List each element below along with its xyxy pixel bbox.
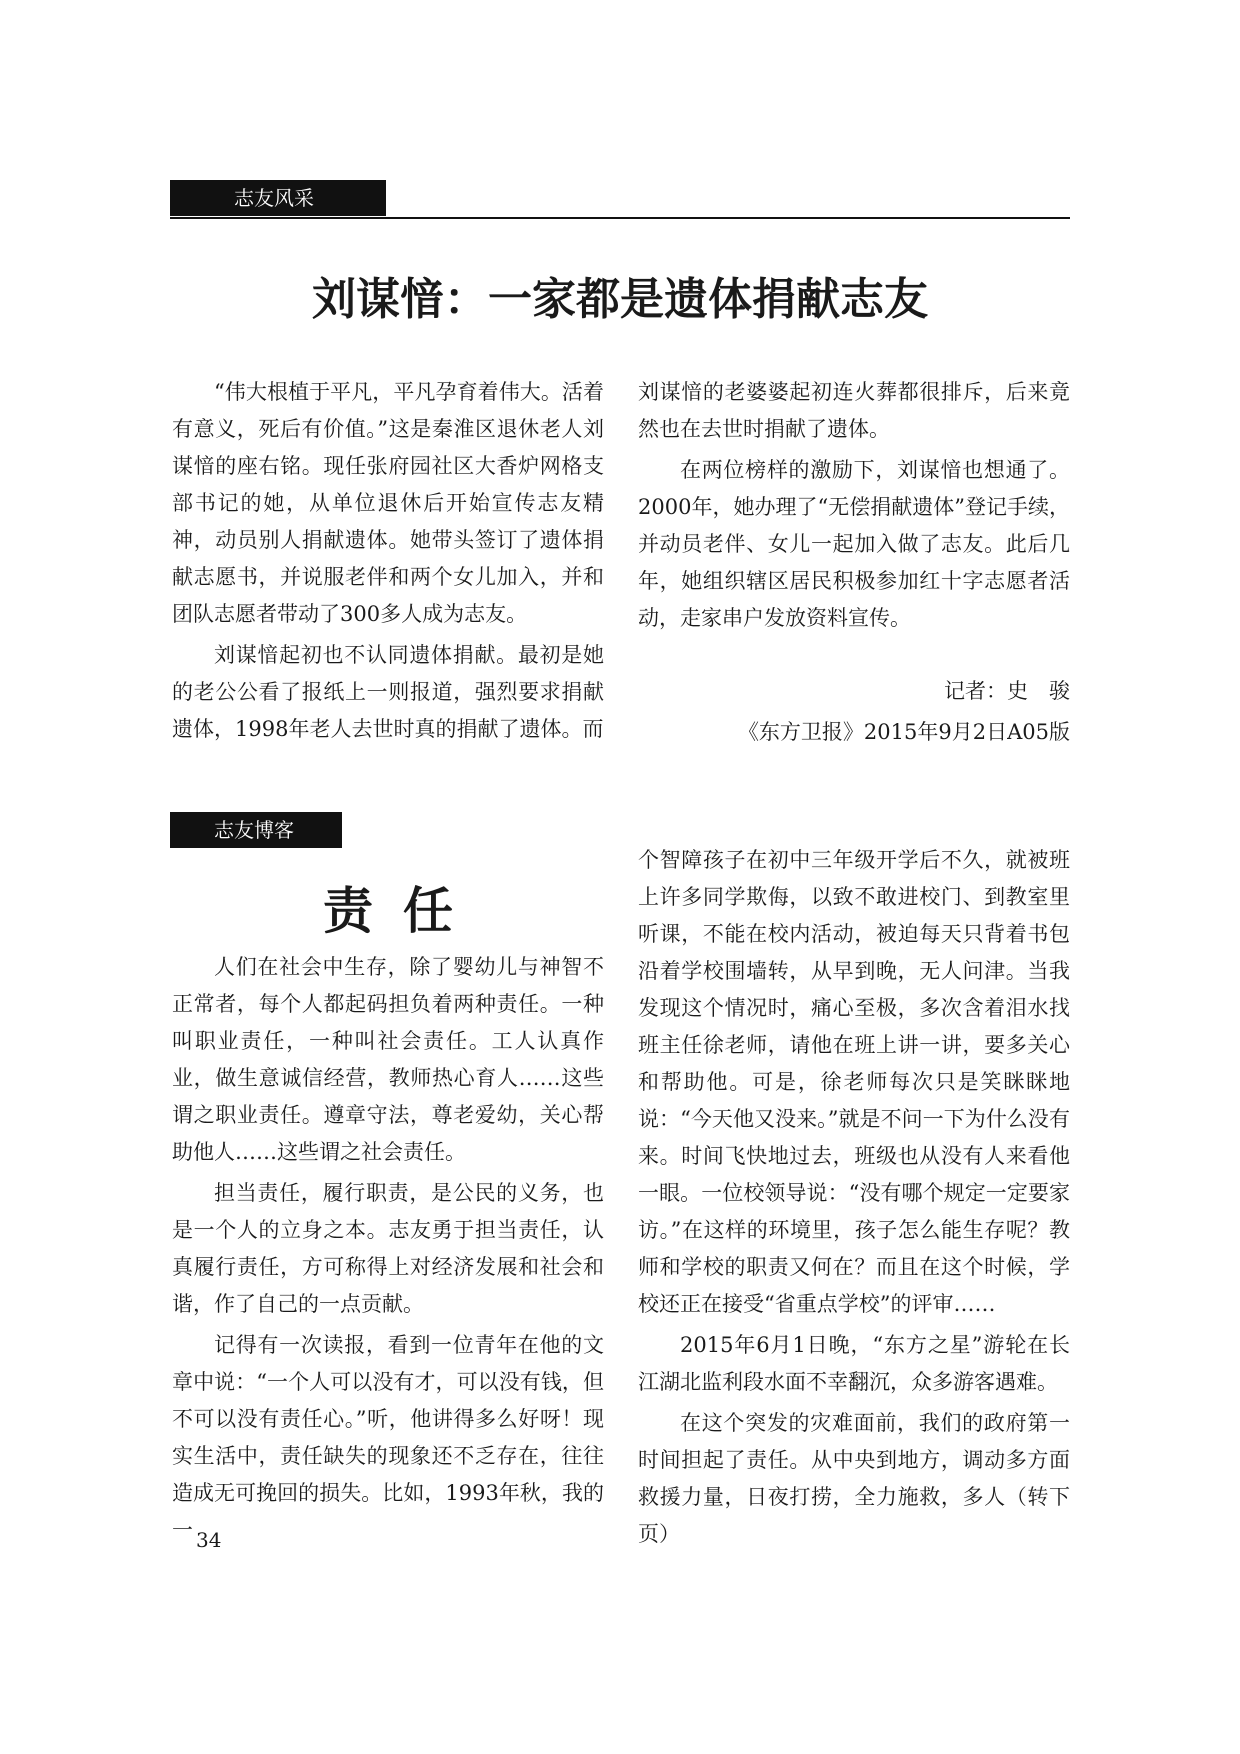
paragraph: 在这个突发的灾难面前，我们的政府第一时间担起了责任。从中央到地方，调动多方面救援力量，日夜打捞，全力施救，多人（转下页） <box>638 1411 1070 1546</box>
article2-right-column <box>638 842 1070 1557</box>
paragraph: 在两位榜样的激励下，刘谋愔也想通了。2000年，她办理了“无偿捐献遗体”登记手续，并动员老伴、女儿一起加入做了志友。此后几年，她组织辖区居民积极参加红十字志愿者活动，走家串户发放资料宣传。 <box>638 458 1070 630</box>
article1-right-column <box>638 374 1070 755</box>
paragraph: 人们在社会中生存，除了婴幼儿与神智不正常者，每个人都起码担负着两种责任。一种叫职业责任，一种叫社会责任。工人认真作业，做生意诚信经营，教师热心育人……这些谓之职业责任。遵章守法，尊老爱幼，关心帮助他人……这些谓之社会责任。 <box>172 955 604 1164</box>
paragraph: 刘谋愔起初也不认同遗体捐献。最初是她的老公公看了报纸上一则报道，强烈要求捐献遗体，1998年老人去世时真的捐献了遗体。而 <box>172 643 604 741</box>
section-label-zhiyou-fengcai: 志友风采 <box>170 180 386 216</box>
section-label-zhiyou-boke: 志友博客 <box>170 812 342 848</box>
article1-left-column <box>172 374 604 752</box>
paragraph-continuation: 个智障孩子在初中三年级开学后不久，就被班上许多同学欺侮，以致不敢进校门、到教室里听课，不能在校内活动，被迫每天只背着书包沿着学校围墙转，从早到晚，无人问津。当我发现这个情况时，痛心至极，多次含着泪水找班主任徐老师，请他在班上讲一讲，要多关心和帮助他。可是，徐老师每次只是笑眯眯地说：“今天他又没来。”就是不问一下为什么没有来。时间飞快地过去，班级也从没有人来看他一眼。一位校领导说：“没有哪个规定一定要家访。”在这样的环境里，孩子怎么能生存呢？教师和学校的职责又何在？而且在这个时候，学校还正在接受“省重点学校”的评审…… <box>638 848 1070 1316</box>
reporter-byline: 记者：史 骏 <box>944 679 1070 703</box>
article2-left-column <box>172 949 604 1553</box>
article-title: 刘谋愔：一家都是遗体捐献志友 <box>312 274 928 325</box>
source-citation: 《东方卫报》2015年9月2日A05版 <box>737 720 1070 744</box>
paragraph: 记得有一次读报，看到一位青年在他的文章中说：“一个人可以没有才，可以没有钱，但不可以没有责任心。”听，他讲得多么好呀！现实生活中，责任缺失的现象还不乏存在，往往造成无可挽回的损失。比如，1993年秋，我的一 <box>172 1333 604 1542</box>
article-title: 责任 <box>323 882 483 940</box>
section-rule <box>170 217 1070 219</box>
paragraph: 担当责任，履行职责，是公民的义务，也是一个人的立身之本。志友勇于担当责任，认真履行责任，方可称得上对经济发展和社会和谐，作了自己的一点贡献。 <box>172 1181 604 1316</box>
paragraph-continuation: 刘谋愔的老婆婆起初连火葬都很排斥，后来竟然也在去世时捐献了遗体。 <box>638 380 1070 441</box>
paragraph: “伟大根植于平凡，平凡孕育着伟大。活着有意义，死后有价值。”这是秦淮区退休老人刘谋愔的座右铭。现任张府园社区大香炉网格支部书记的她，从单位退休后开始宣传志友精神，动员别人捐献遗体。她带头签订了遗体捐献志愿书，并说服老伴和两个女儿加入，并和团队志愿者带动了300多人成为志友。 <box>172 380 604 626</box>
paragraph: 2015年6月1日晚，“东方之星”游轮在长江湖北监利段水面不幸翻沉，众多游客遇难。 <box>638 1333 1070 1394</box>
page-number: 34 <box>196 1528 222 1552</box>
